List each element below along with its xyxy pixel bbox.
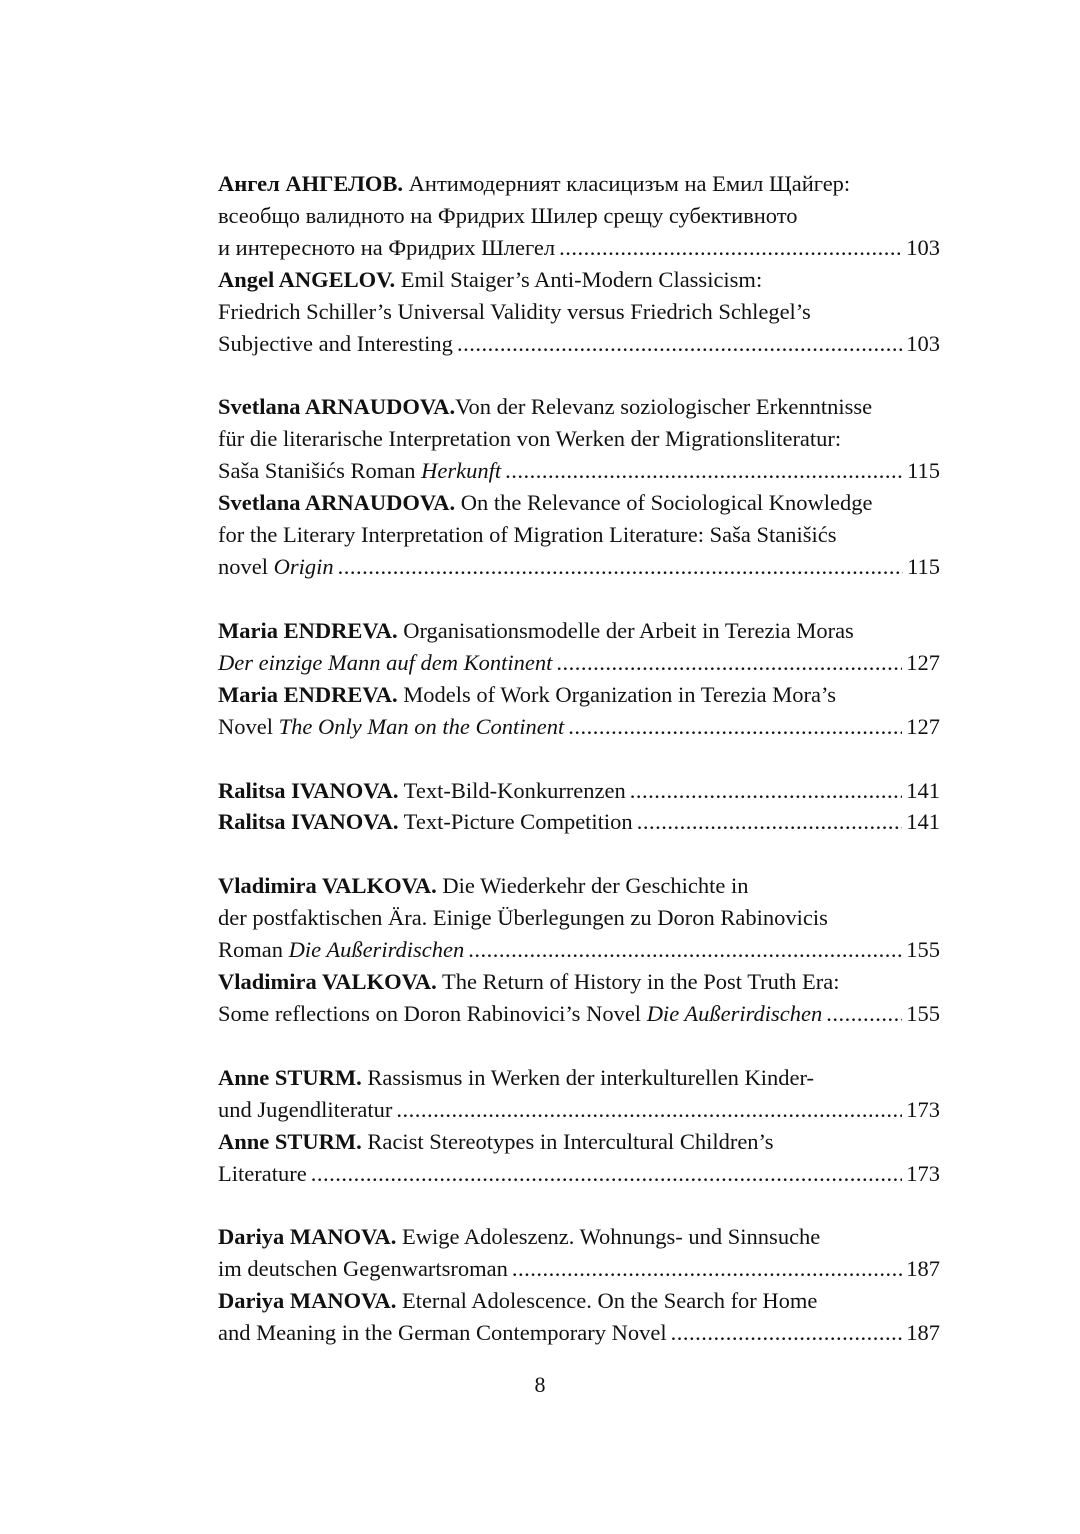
author-name: Vladimira VALKOVA. (218, 873, 437, 899)
title-text: Emil Staiger’s Anti-Modern Classicism: (395, 266, 763, 292)
toc-line (218, 200, 940, 232)
toc-line (218, 1094, 940, 1126)
dot-leader (512, 1253, 902, 1285)
title-italic: Die Außerirdischen (288, 937, 465, 963)
title-text: und Jugendliteratur (218, 1096, 393, 1122)
title-text: der postfaktischen Ära. Einige Überlegungen zu Doron Rabinovicis (218, 905, 828, 931)
toc-entry (218, 1221, 940, 1349)
page-ref: 187 (906, 1320, 940, 1346)
page-ref: 155 (906, 1000, 940, 1026)
toc-line (218, 455, 940, 487)
title-text: и интересното на Фридрих Шлегел (218, 234, 556, 260)
dot-leader (559, 232, 902, 264)
title-text: Organisationsmodelle der Arbeit in Terezia Moras (397, 617, 854, 643)
toc-line (218, 1285, 940, 1317)
title-italic: Herkunft (421, 458, 502, 484)
toc-entry (218, 775, 940, 839)
dot-leader (396, 1094, 902, 1126)
dot-leader (568, 711, 902, 743)
title-text: Literature (218, 1160, 307, 1186)
toc-line (218, 934, 940, 966)
toc-entry (218, 615, 940, 743)
toc-line (218, 998, 940, 1030)
toc-line (218, 168, 940, 200)
page-ref: 115 (907, 458, 940, 484)
toc-line (218, 615, 940, 647)
dot-leader (457, 328, 902, 360)
title-text: Some reflections on Doron Rabinovici’s Novel (218, 1000, 647, 1026)
title-italic: Origin (273, 553, 334, 579)
page-ref: 141 (906, 809, 940, 835)
author-name: Anne STURM. (218, 1064, 362, 1090)
author-name: Svetlana ARNAUDOVA. (218, 490, 456, 516)
author-name: Maria ENDREVA. (218, 617, 398, 643)
dot-leader (556, 647, 902, 679)
title-text: Friedrich Schiller’s Universal Validity versus Friedrich Schlegel’s (218, 298, 811, 324)
toc-entry (218, 1062, 940, 1190)
title-text: Rassismus in Werken der interkulturellen Kinder- (361, 1064, 815, 1090)
title-text: Ewige Adoleszenz. Wohnungs- und Sinnsuche (396, 1224, 821, 1250)
page-ref: 173 (906, 1096, 940, 1122)
title-text: Subjective and Interesting (218, 330, 453, 356)
page-ref: 127 (906, 649, 940, 675)
toc-line (218, 551, 940, 583)
toc-entry (218, 870, 940, 1030)
toc-line (218, 1317, 940, 1349)
table-of-contents (218, 168, 940, 1381)
title-text: всеобщо валидното на Фридрих Шилер срещу субективното (218, 202, 798, 228)
toc-line (218, 1253, 940, 1285)
title-text: Roman (218, 937, 289, 963)
page-ref: 103 (906, 330, 940, 356)
toc-line (218, 1158, 940, 1190)
toc-line (218, 391, 940, 423)
toc-line (218, 328, 940, 360)
toc-line (218, 679, 940, 711)
dot-leader (505, 455, 903, 487)
title-text: for the Literary Interpretation of Migration Literature: Saša Stanišićs (218, 522, 837, 548)
toc-entry (218, 391, 940, 582)
toc-line (218, 1126, 940, 1158)
title-text: Eternal Adolescence. On the Search for Home (396, 1288, 818, 1314)
author-name: Ангел АНГЕЛОВ. (218, 171, 404, 196)
title-text: Models of Work Organization in Terezia Mora’s (397, 681, 836, 707)
title-text: Saša Stanišićs Roman (218, 458, 422, 484)
title-italic: Der einzige Mann auf dem Kontinent (218, 649, 553, 675)
dot-leader (826, 998, 902, 1030)
page-ref: 103 (906, 234, 940, 260)
dot-leader (311, 1158, 903, 1190)
toc-line (218, 1062, 940, 1094)
toc-line (218, 775, 940, 807)
title-text: The Return of History in the Post Truth Era: (436, 969, 840, 995)
toc-line (218, 296, 940, 328)
author-name: Dariya MANOVA. (218, 1224, 397, 1250)
toc-line (218, 487, 940, 519)
page-ref: 115 (907, 553, 940, 579)
author-name: Anne STURM. (218, 1128, 362, 1154)
toc-entry (218, 168, 940, 359)
toc-line (218, 1221, 940, 1253)
author-name: Dariya MANOVA. (218, 1288, 397, 1314)
toc-line (218, 232, 940, 264)
dot-leader (637, 806, 903, 838)
title-text: für die literarische Interpretation von Werken der Migrationsliteratur: (218, 426, 842, 452)
title-text: On the Relevance of Sociological Knowledge (455, 490, 873, 516)
author-name: Ralitsa IVANOVA. (218, 809, 399, 835)
title-text: Racist Stereotypes in Intercultural Children’s (361, 1128, 774, 1154)
toc-line (218, 966, 940, 998)
toc-line (218, 711, 940, 743)
title-italic: The Only Man on the Continent (278, 713, 565, 739)
page-ref: 155 (906, 937, 940, 963)
toc-line (218, 870, 940, 902)
title-text: and Meaning in the German Contemporary Novel (218, 1320, 667, 1346)
toc-line (218, 423, 940, 455)
toc-line (218, 264, 940, 296)
title-text: Die Wiederkehr der Geschichte in (436, 873, 749, 899)
dot-leader (468, 934, 902, 966)
title-text: Text-Picture Competition (398, 809, 633, 835)
title-text: Антимодерният класицизъм на Емил Щайгер: (403, 171, 851, 196)
page-ref: 141 (906, 777, 940, 803)
author-name: Ralitsa IVANOVA. (218, 777, 399, 803)
toc-line (218, 806, 940, 838)
author-name: Angel ANGELOV. (218, 266, 396, 292)
title-text: im deutschen Gegenwartsroman (218, 1256, 508, 1282)
page-number: 8 (534, 1372, 546, 1397)
title-italic: Die Außerirdischen (646, 1000, 823, 1026)
title-text: Novel (218, 713, 279, 739)
dot-leader (338, 551, 903, 583)
dot-leader (671, 1317, 903, 1349)
author-name: Svetlana ARNAUDOVA. (218, 394, 456, 420)
toc-line (218, 902, 940, 934)
dot-leader (630, 775, 902, 807)
title-text: Von der Relevanz soziologischer Erkenntnisse (455, 394, 873, 420)
page-ref: 127 (906, 713, 940, 739)
page-ref: 173 (906, 1160, 940, 1186)
page-ref: 187 (906, 1256, 940, 1282)
author-name: Maria ENDREVA. (218, 681, 398, 707)
toc-line (218, 647, 940, 679)
title-text: Text-Bild-Konkurrenzen (398, 777, 626, 803)
title-text: novel (218, 553, 274, 579)
toc-line (218, 519, 940, 551)
author-name: Vladimira VALKOVA. (218, 969, 437, 995)
